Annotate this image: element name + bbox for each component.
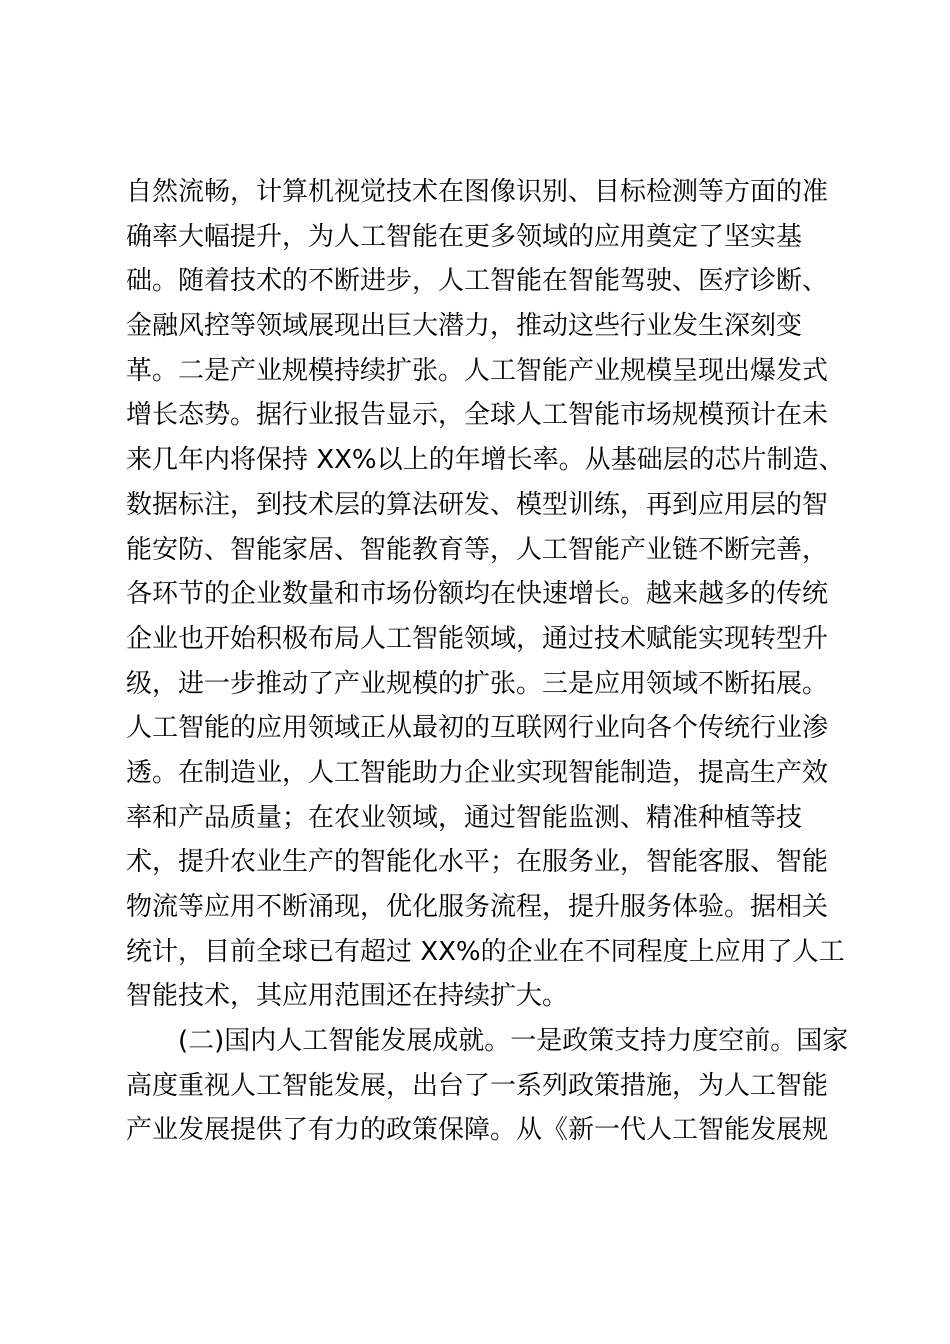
text-line: 革。二是产业规模持续扩张。人工智能产业规模呈现出爆发式 (126, 355, 829, 386)
section-heading-line: (二)国内人工智能发展成就。一是政策支持力度空前。国家 (178, 1026, 849, 1057)
text-line: 统计，目前全球已有超过 XX%的企业在不同程度上应用了人工 (126, 936, 845, 967)
text-line: 来几年内将保持 XX%以上的年增长率。从基础层的芯片制造、 (126, 445, 845, 476)
text-line: 自然流畅，计算机视觉技术在图像识别、目标检测等方面的准 (126, 177, 829, 207)
text-line: 术，提升农业生产的智能化水平；在服务业，智能客服、智能 (126, 847, 829, 878)
text-line: 增长态势。据行业报告显示，全球人工智能市场规模预计在未 (126, 400, 829, 431)
text-line: 人工智能的应用领域正从最初的互联网行业向各个传统行业渗 (126, 713, 829, 744)
text-line: 透。在制造业，人工智能助力企业实现智能制造，提高生产效 (126, 757, 829, 788)
text-line: 金融风控等领域展现出巨大潜力，推动这些行业发生深刻变 (126, 311, 803, 342)
text-line: 确率大幅提升，为人工智能在更多领域的应用奠定了坚实基 (126, 221, 803, 252)
text-line: 各环节的企业数量和市场份额均在快速增长。越来越多的传统 (126, 579, 829, 610)
text-line: 高度重视人工智能发展，出台了一系列政策措施，为人工智能 (126, 1070, 829, 1101)
text-line: 础。随着技术的不断进步，人工智能在智能驾驶、医疗诊断、 (126, 266, 829, 297)
text-line: 智能技术，其应用范围还在持续扩大。 (126, 981, 569, 1012)
text-line: 率和产品质量；在农业领域，通过智能监测、精准种植等技 (126, 802, 803, 833)
text-line: 产业发展提供了有力的政策保障。从《新一代人工智能发展规 (126, 1115, 829, 1146)
text-line: 数据标注，到技术层的算法研发、模型训练，再到应用层的智 (126, 489, 829, 520)
text-line: 能安防、智能家居、智能教育等，人工智能产业链不断完善， (126, 534, 829, 565)
text-line: 物流等应用不断涌现，优化服务流程，提升服务体验。据相关 (126, 892, 829, 922)
text-line: 企业也开始积极布局人工智能领域，通过技术赋能实现转型升 (126, 623, 829, 654)
text-line: 级，进一步推动了产业规模的扩张。三是应用领域不断拓展。 (126, 668, 829, 699)
body-text (126, 170, 849, 1153)
